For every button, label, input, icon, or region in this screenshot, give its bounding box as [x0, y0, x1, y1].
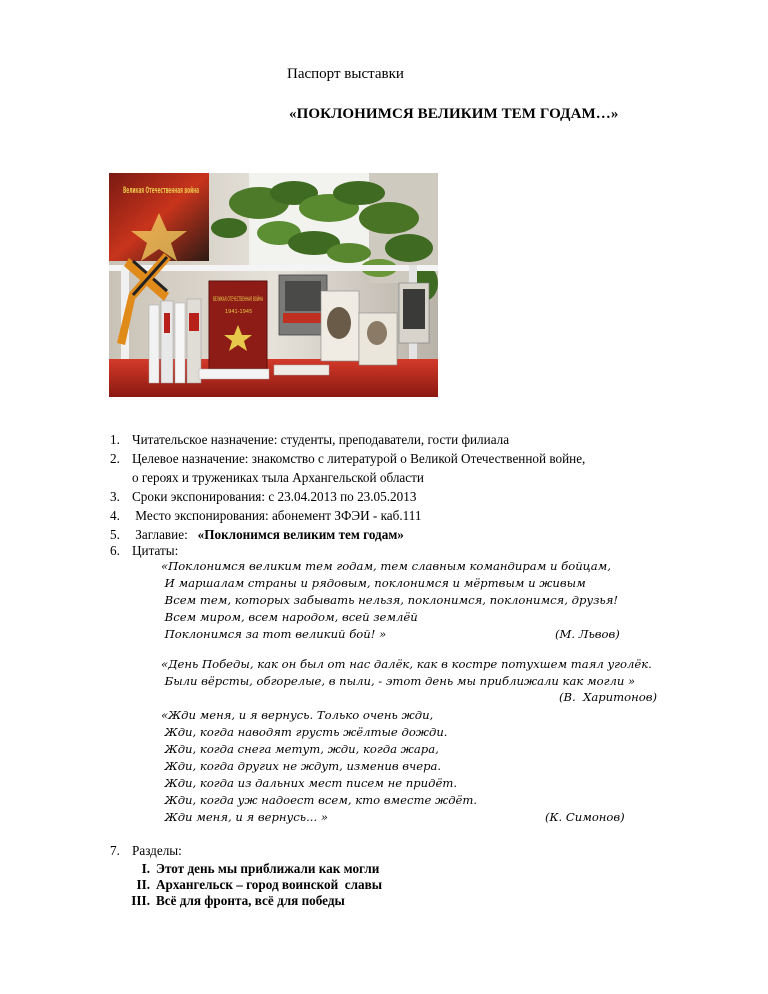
list-text: Целевое назначение: знакомство с литературой о Великой Отечественной войне,: [132, 451, 586, 466]
poster-image: [109, 173, 209, 261]
exhibition-heading: «Поклонимся великим тем годам»: [197, 527, 404, 542]
exhibition-title: «ПОКЛОНИМСЯ ВЕЛИКИМ ТЕМ ГОДАМ…»: [289, 106, 619, 122]
page-title: Паспорт выставки: [287, 66, 404, 82]
list-text: Сроки экспонирования: с 23.04.2013 по 23.05.2013: [132, 489, 417, 504]
list-text: о героях и тружениках тыла Архангельской области: [132, 470, 424, 485]
quote-line: Жди меня, и я вернусь... »: [161, 810, 328, 824]
section-title: Архангельск – город воинской славы: [156, 877, 383, 892]
list-number: 5.: [110, 527, 120, 542]
quote-line: Жди, когда других не ждут, изменив вчера.: [161, 759, 442, 773]
list-text: Место экспонирования: абонемент ЗФЭИ - каб.111: [132, 508, 422, 523]
quote-line: Всем миром, всем народом, всей землёй: [161, 610, 418, 624]
quote-line: Были вёрсты, обгорелые, в пыли, - этот день мы приближали как могли »: [161, 674, 636, 688]
section-title: Этот день мы приближали как могли: [156, 861, 380, 876]
list-number: 3.: [110, 489, 120, 504]
quote-line: Жди, когда из дальних мест писем не придёт.: [161, 776, 458, 790]
sections-label: Разделы:: [132, 843, 182, 858]
section-numeral: I.: [141, 861, 150, 876]
list-text: Цитаты:: [132, 543, 179, 558]
quote-line: Поклонимся за тот великий бой! »: [161, 627, 387, 641]
quote-author: (М. Львов): [555, 627, 620, 641]
book-cover-years: 1941-1945: [225, 309, 253, 315]
quote-author: (К. Симонов): [545, 810, 625, 824]
quote-line: «День Победы, как он был от нас далёк, как в костре потухшем таял уголёк.: [161, 657, 652, 671]
list-label: Заглавие:: [132, 527, 198, 542]
list-text: Читательское назначение: студенты, преподаватели, гости филиала: [132, 432, 510, 447]
list-number: 6.: [110, 543, 120, 558]
quote-line: «Жди меня, и я вернусь. Только очень жди,: [161, 708, 434, 722]
quote-line: Жди, когда снега метут, жди, когда жара,: [161, 742, 439, 756]
list-number: 2.: [110, 451, 120, 466]
quote-line: Всем тем, которых забывать нельзя, поклонимся, поклонимся, друзья!: [161, 593, 619, 607]
quote-line: «Поклонимся великим тем годам, тем славным командирам и бойцам,: [161, 559, 611, 573]
list-number: 4.: [110, 508, 120, 523]
exhibition-photo: [109, 173, 438, 397]
section-numeral: III.: [131, 893, 150, 908]
section-numeral: II.: [136, 877, 150, 892]
quote-line: И маршалам страны и рядовым, поклонимся и мёртвым и живым: [161, 576, 586, 590]
quote-author: (В. Харитонов): [559, 690, 658, 704]
quote-line: Жди, когда наводят грусть жёлтые дожди.: [161, 725, 448, 739]
poster-text: Великая Отечественная война: [123, 186, 199, 196]
list-number: 1.: [110, 432, 120, 447]
section-title: Всё для фронта, всё для победы: [156, 893, 345, 908]
quote-line: Жди, когда уж надоест всем, кто вместе ждёт.: [161, 793, 478, 807]
book-cover-text: ВЕЛИКАЯ ОТЕЧЕСТВЕННАЯ ВОЙНА: [213, 296, 264, 303]
sections-number: 7.: [110, 843, 120, 858]
